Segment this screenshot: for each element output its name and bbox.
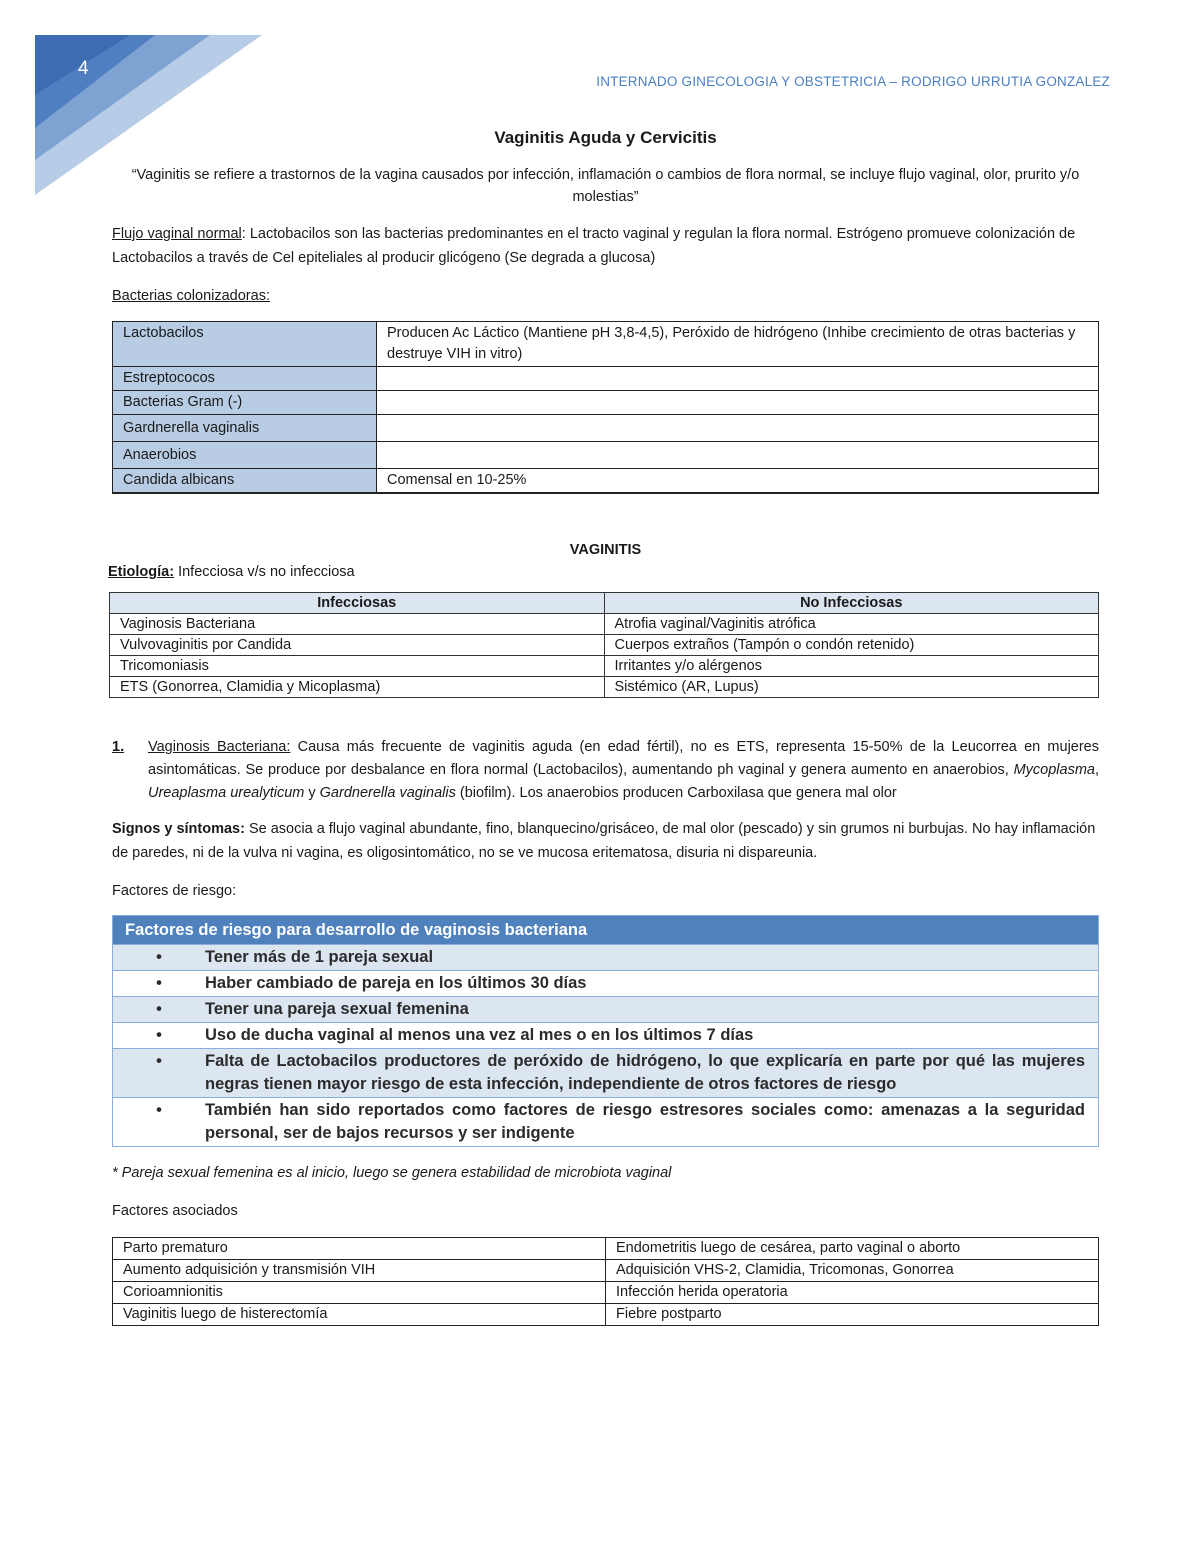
cell: Atrofia vaginal/Vaginitis atrófica (604, 614, 1099, 635)
table-row (113, 1304, 1099, 1326)
item-body (148, 736, 1099, 805)
bacteria-desc (377, 442, 1099, 469)
page-number: 4 (78, 58, 89, 79)
table-header-row (110, 593, 1099, 614)
item-vaginosis (112, 736, 1099, 805)
bacteria-name: Bacterias Gram (-) (113, 391, 377, 415)
cell: Cuerpos extraños (Tampón o condón retenido) (604, 635, 1099, 656)
bacteria-name: Gardnerella vaginalis (113, 415, 377, 442)
risk-row (113, 997, 1099, 1023)
table-row (113, 1282, 1099, 1304)
cell: Infección herida operatoria (606, 1282, 1099, 1304)
table-row (113, 391, 1099, 415)
bullet-icon: • (156, 974, 162, 992)
table-row (113, 442, 1099, 469)
document-body (108, 126, 1099, 1326)
risk-item: Uso de ducha vaginal al menos una vez al mes o en los últimos 7 días (205, 1026, 754, 1044)
risk-row (113, 971, 1099, 997)
risk-item: Haber cambiado de pareja en los últimos 30 días (205, 974, 587, 992)
risk-table (112, 915, 1099, 1147)
etiologia-label: Etiología: (108, 564, 175, 580)
bacteria-name: Lactobacilos (113, 322, 377, 367)
bacteria-desc: Comensal en 10-25% (377, 469, 1099, 494)
bacteria-desc (377, 415, 1099, 442)
bacterias-heading: Bacterias colonizadoras: (112, 288, 270, 304)
bullet-icon: • (156, 1101, 162, 1119)
signos-label: Signos y síntomas: (112, 821, 245, 837)
flujo-text: Lactobacilos son las bacterias predominantes en el tracto vaginal y regulan la flora normal. Estrógeno promueve colonización de Lactobacilos a través de Cel epiteliales al producir glicógeno (Se degrada a glucosa) (112, 226, 1076, 266)
signos-text: Se asocia a flujo vaginal abundante, fino, blanquecino/grisáceo, de mal olor (pescado) y sin grumos ni burbujas. No hay inflamación de paredes, ni de la vulva ni vagina, es oligosintomático, no se ve mucosa eritematosa, disuria ni dispareunia. (112, 821, 1096, 861)
table-row (110, 656, 1099, 677)
factores-heading: Factores de riesgo: (112, 883, 237, 899)
risk-row (113, 1023, 1099, 1049)
definition-quote: “Vaginitis se refiere a trastornos de la vagina causados por infección, inflamación o cambios de flora normal, se incluye flujo vaginal, olor, prurito y/o molestias” (131, 167, 1080, 205)
cell: Irritantes y/o alérgenos (604, 656, 1099, 677)
col-infecciosas: Infecciosas (110, 593, 605, 614)
risk-item: Falta de Lactobacilos productores de peróxido de hidrógeno, lo que explicaría en parte por qué las mujeres negras tienen mayor riesgo de esta infección, independiente de otros factores de riesgo (205, 1052, 1085, 1093)
risk-header-row (113, 916, 1099, 945)
cell: ETS (Gonorrea, Clamidia y Micoplasma) (110, 677, 605, 698)
flujo-colon: : (241, 226, 246, 242)
risk-row (113, 945, 1099, 971)
table-row (113, 322, 1099, 367)
cell: Parto prematuro (113, 1238, 606, 1260)
bullet-icon: • (156, 948, 162, 966)
bullet-icon: • (156, 1026, 162, 1044)
flujo-paragraph (112, 222, 1099, 270)
signos-paragraph (112, 817, 1099, 865)
cell: Endometritis luego de cesárea, parto vaginal o aborto (606, 1238, 1099, 1260)
bullet-icon: • (156, 1000, 162, 1018)
cell: Sistémico (AR, Lupus) (604, 677, 1099, 698)
table-row (113, 1260, 1099, 1282)
cell: Tricomoniasis (110, 656, 605, 677)
table-row (113, 469, 1099, 494)
risk-item: Tener más de 1 pareja sexual (205, 948, 434, 966)
cell: Aumento adquisición y transmisión VIH (113, 1260, 606, 1282)
cell: Vaginosis Bacteriana (110, 614, 605, 635)
risk-row (113, 1049, 1099, 1098)
etiologia-line (108, 562, 1099, 582)
vaginitis-heading: VAGINITIS (569, 542, 642, 558)
asociados-heading: Factores asociados (112, 1203, 238, 1219)
flujo-label: Flujo vaginal normal (112, 226, 242, 242)
bacteria-name: Candida albicans (113, 469, 377, 494)
table-row (110, 614, 1099, 635)
item-label: Vaginosis Bacteriana: (148, 739, 291, 755)
table-row (110, 677, 1099, 698)
table-row (113, 1238, 1099, 1260)
cell: Vaginitis luego de histerectomía (113, 1304, 606, 1326)
cell: Corioamnionitis (113, 1282, 606, 1304)
page-title: Vaginitis Aguda y Cervicitis (494, 128, 717, 147)
col-no-infecciosas: No Infecciosas (604, 593, 1099, 614)
item-sep-2: y (304, 785, 320, 801)
bacteria-name: Estreptococos (113, 367, 377, 391)
risk-header: Factores de riesgo para desarrollo de vaginosis bacteriana (113, 916, 1099, 945)
bacteria-desc (377, 391, 1099, 415)
bacteria-name: Anaerobios (113, 442, 377, 469)
etiologia-table (109, 592, 1099, 698)
item-italic-1: Mycoplasma (1013, 762, 1095, 778)
cell: Vulvovaginitis por Candida (110, 635, 605, 656)
item-text-a: Causa más frecuente de vaginitis aguda (en edad fértil), no es ETS, representa 15-50% de la Leucorrea en mujeres asintomáticas. Se produce por desbalance en flora normal (Lactobacilos), aumentando ph vaginal y genera aumento en anaerobios, (148, 739, 1099, 778)
item-text-b: (biofilm). Los anaerobios producen Carboxilasa que genera mal olor (455, 785, 897, 801)
cell: Adquisición VHS-2, Clamidia, Tricomonas, Gonorrea (606, 1260, 1099, 1282)
etiologia-text: Infecciosa v/s no infecciosa (174, 564, 355, 580)
table-row (113, 415, 1099, 442)
cell: Fiebre postparto (606, 1304, 1099, 1326)
item-number: 1. (112, 739, 125, 755)
item-italic-3: Gardnerella vaginalis (319, 785, 456, 801)
running-header: INTERNADO GINECOLOGIA Y OBSTETRICIA – RODRIGO URRUTIA GONZALEZ (596, 74, 1110, 89)
bacteria-desc: Producen Ac Láctico (Mantiene pH 3,8-4,5), Peróxido de hidrógeno (Inhibe crecimiento de otras bacterias y destruye VIH in vitro) (377, 322, 1099, 367)
risk-item: Tener una pareja sexual femenina (205, 1000, 469, 1018)
bacteria-desc (377, 367, 1099, 391)
asociados-table (112, 1237, 1099, 1326)
risk-item: También han sido reportados como factores de riesgo estresores sociales como: amenazas a la seguridad personal, ser de bajos recursos y ser indigente (205, 1101, 1085, 1142)
bacterias-table (112, 321, 1099, 494)
item-sep-1: , (1094, 762, 1099, 778)
item-italic-2: Ureaplasma urealyticum (148, 785, 305, 801)
footnote: * Pareja sexual femenina es al inicio, luego se genera estabilidad de microbiota vaginal (112, 1165, 672, 1181)
bullet-icon: • (156, 1052, 162, 1070)
table-row (110, 635, 1099, 656)
risk-row (113, 1098, 1099, 1147)
table-row (113, 367, 1099, 391)
